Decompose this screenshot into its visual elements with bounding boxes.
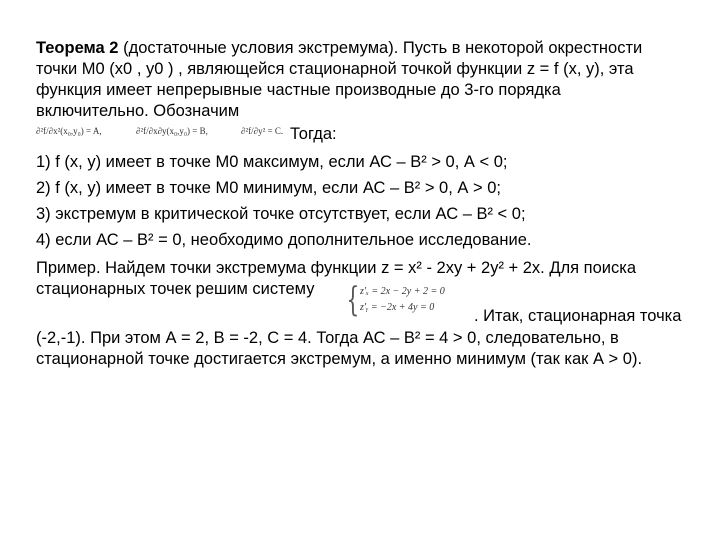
- theorem-line-3: функция имеет непрерывные частные производные до 3-го порядка: [36, 81, 561, 99]
- formula-part-c: ∂²f/∂y² = C.: [241, 126, 284, 136]
- condition-4: 4) если АС – В² = 0, необходимо дополнительное исследование.: [36, 231, 532, 249]
- example-line-3-tail: . Итак, стационарная точка: [474, 307, 682, 325]
- theorem-line-1: [36, 38, 642, 58]
- system-equation-2: z'ᵧ = −2x + 4y = 0: [360, 302, 435, 313]
- theorem-label: Теорема 2: [36, 39, 119, 57]
- then-label: Тогда:: [290, 125, 337, 143]
- example-line-2: стационарных точек решим систему: [36, 280, 315, 298]
- condition-3: 3) экстремум в критической точке отсутствует, если АС – В² < 0;: [36, 205, 526, 223]
- example-line-1: Пример. Найдем точки экстремума функции z = x² - 2xy + 2y² + 2x. Для поиска: [36, 259, 637, 277]
- formula-part-a: ∂²f/∂x²(x₀,y₀) = A,: [36, 126, 102, 136]
- system-equation-1: z'ₓ = 2x − 2y + 2 = 0: [360, 286, 445, 297]
- theorem-line-2: точки М0 (х0 , у0 ) , являющейся стационарной точкой функции z = f (x, y), эта: [36, 60, 634, 78]
- example-line-5: стационарной точке достигается экстремум, а именно минимум (так как А > 0).: [36, 350, 643, 368]
- equation-system: [342, 282, 472, 322]
- theorem-line-4: включительно. Обозначим: [36, 102, 240, 120]
- formula-part-b: ∂²f/∂x∂y(x₀,y₀) = B,: [136, 126, 208, 136]
- condition-2: 2) f (x, y) имеет в точке М0 минимум, если АС – В² > 0, А > 0;: [36, 179, 501, 197]
- theorem-line-1-text: (достаточные условия экстремума). Пусть в некоторой окрестности: [118, 39, 643, 57]
- example-line-4: (-2,-1). При этом А = 2, В = -2, С = 4. Тогда АС – В² = 4 > 0, следовательно, в: [36, 329, 619, 347]
- system-brace-icon: {: [346, 280, 360, 320]
- condition-1: 1) f (x, y) имеет в точке М0 максимум, если АС – В² > 0, А < 0;: [36, 153, 508, 171]
